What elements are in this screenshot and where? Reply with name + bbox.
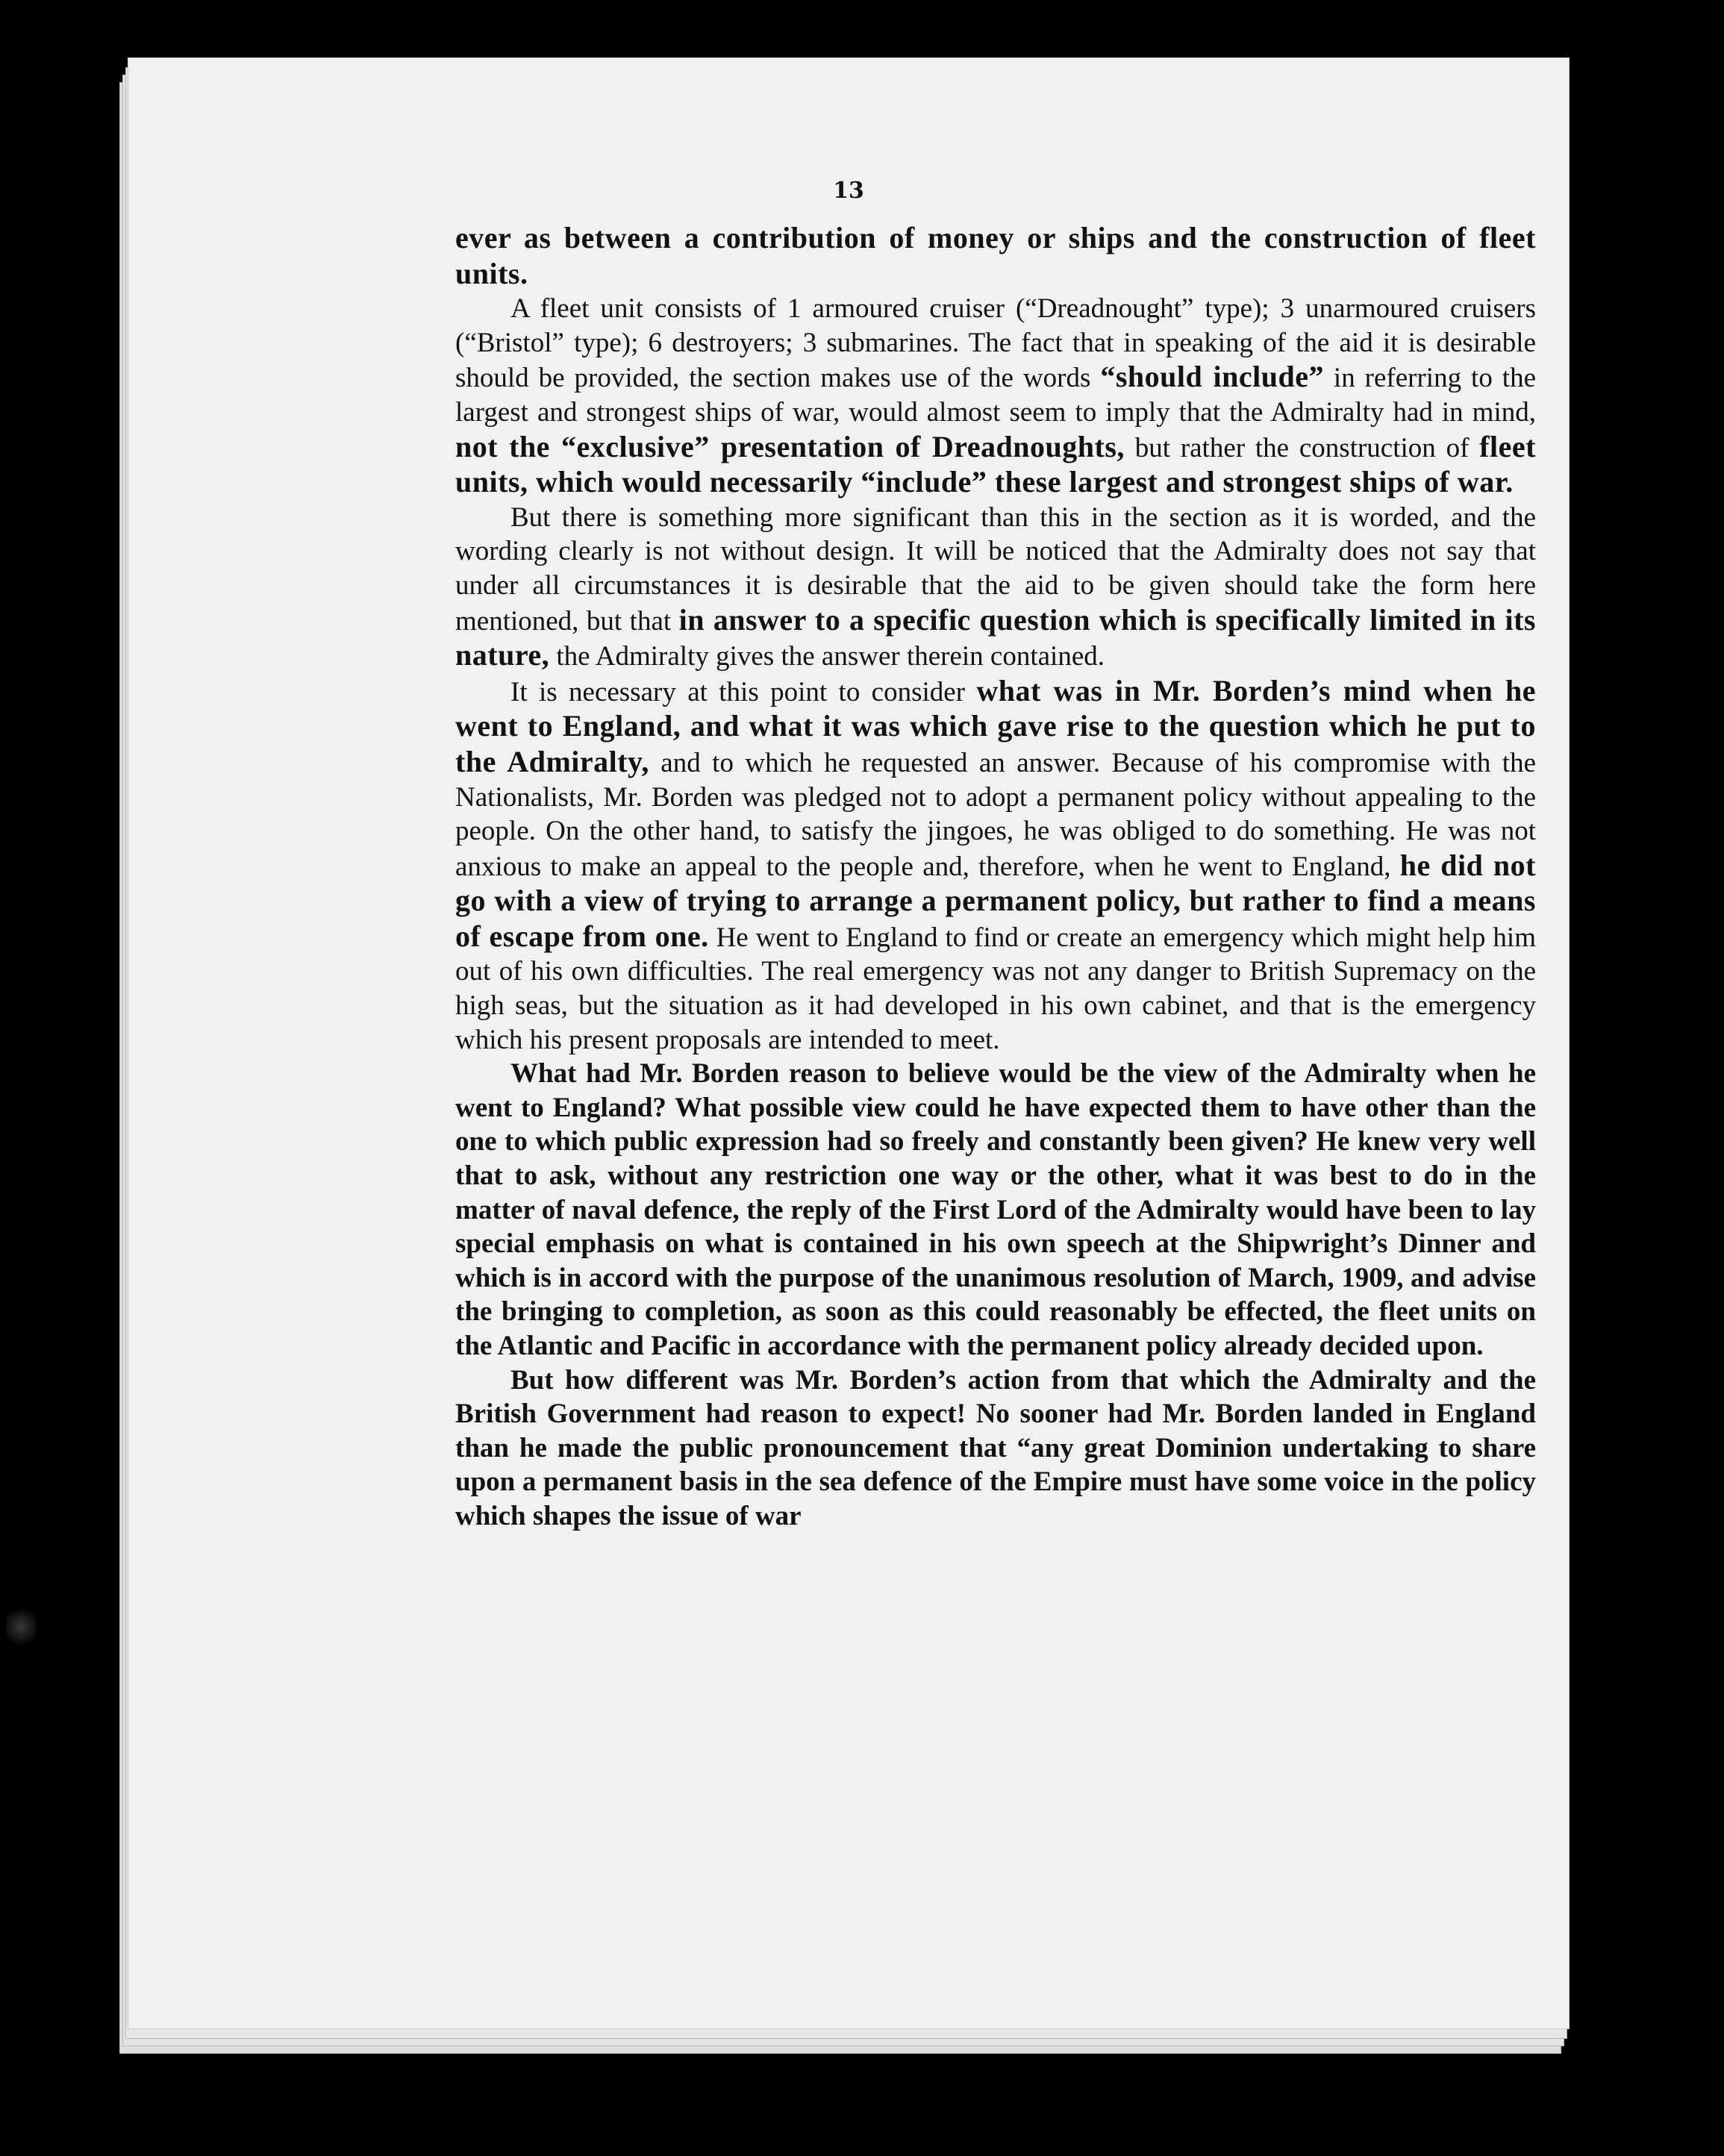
paragraph-6: But how different was Mr. Borden’s action from that which the Admiralty and the British Government had reason to expect! No sooner had Mr. Borden landed in England than he made the public pronouncement that “any great Dominion undertaking to share upon a permanent basis in the sea defence of the Empire must have some voice in the policy which shapes the issue of war	[455, 1364, 1536, 1531]
paragraph-2-emphasis-b: “should include”	[1100, 360, 1324, 394]
paragraph-2-text-e: but rather the construction of	[1124, 432, 1480, 463]
paragraph-2	[455, 292, 1536, 501]
paragraph-3-text-c: the Admiralty gives the answer therein contained.	[549, 641, 1105, 672]
paragraph-4-text-e: He went to England to find or create an emergency which might help him out of his own difficulties. The real emergency was not any danger to British Supremacy on the high seas, but the situation as it had developed in his own cabinet, and that is the emergency which his present proposals are intended to meet.	[455, 922, 1536, 1055]
page-number: 13	[833, 178, 864, 204]
paragraph-5: What had Mr. Borden reason to believe would be the view of the Admiralty when he went to England? What possible view could he have expected them to have other than the one to which public expression had so freely and constantly been given? He knew very well that to ask, without any restriction one way or the other, what it was best to do in the matter of naval defence, the reply of the First Lord of the Admiralty would have been to lay special emphasis on what is contained in his own speech at the Shipwright’s Dinner and which is in accord with the purpose of the unanimous resolution of March, 1909, and advise the bringing to completion, as soon as this could reasonably be effected, the fleet units on the Atlantic and Pacific in accordance with the permanent policy already decided upon.	[455, 1058, 1536, 1361]
paragraph-2-emphasis-f: fleet units, which would necessarily “include” these largest and strongest ships of war.	[455, 429, 1536, 499]
scan-artifact	[6, 1604, 36, 1649]
document-page	[128, 58, 1569, 2028]
paragraph-4-text-a: It is necessary at this point to consider	[510, 676, 977, 707]
paragraph-4	[455, 674, 1536, 1057]
paragraph-2-text-a: A fleet unit consists of 1 armoured cruiser (“Dreadnought” type); 3 unarmoured cruisers (“Bristol” type); 6 destroyers; 3 submarines. The fact that in speaking of the aid it is desirable should be provided, the section makes use of the words	[455, 293, 1536, 394]
paragraph-3-emphasis-b: in answer to a specific question which is specifically limited in its nature,	[455, 602, 1536, 672]
paragraph-4-text-c: and to which he requested an answer. Because of his compromise with the Nationalists, Mr. Borden was pledged not to adopt a permanent policy without appealing to the people. On the other hand, to satisfy the jingoes, he was obliged to do something. He was not anxious to make an appeal to the people and, therefore, when he went to England,	[455, 747, 1536, 882]
paragraph-3	[455, 501, 1536, 674]
paragraph-1-bold: ever as between a contribution of money or ships and the construction of fleet units.	[455, 221, 1536, 290]
paragraph-3-text-a: But there is something more significant than this in the section as it is worded, and the wording clearly is not without design. It will be noticed that the Admiralty does not say that under all circumstances it is desirable that the aid to be given should take the form here mentioned, but that	[455, 501, 1536, 637]
paragraph-4-emphasis-b: what was in Mr. Borden’s mind when he went to England, and what it was which gave rise to the question which he put to the Admiralty,	[455, 673, 1536, 778]
paragraph-2-emphasis-d: not the “exclusive” presentation of Dreadnoughts,	[455, 429, 1125, 463]
paragraph-1	[455, 221, 1536, 292]
paragraph-4-emphasis-d: he did not go with a view of trying to arrange a permanent policy, but rather to find a means of escape from one.	[455, 848, 1536, 953]
paragraph-2-text-c: in referring to the largest and strongest ships of war, would almost seem to imply that the Admiralty had in mind,	[455, 363, 1537, 428]
body-text	[455, 221, 1536, 1534]
